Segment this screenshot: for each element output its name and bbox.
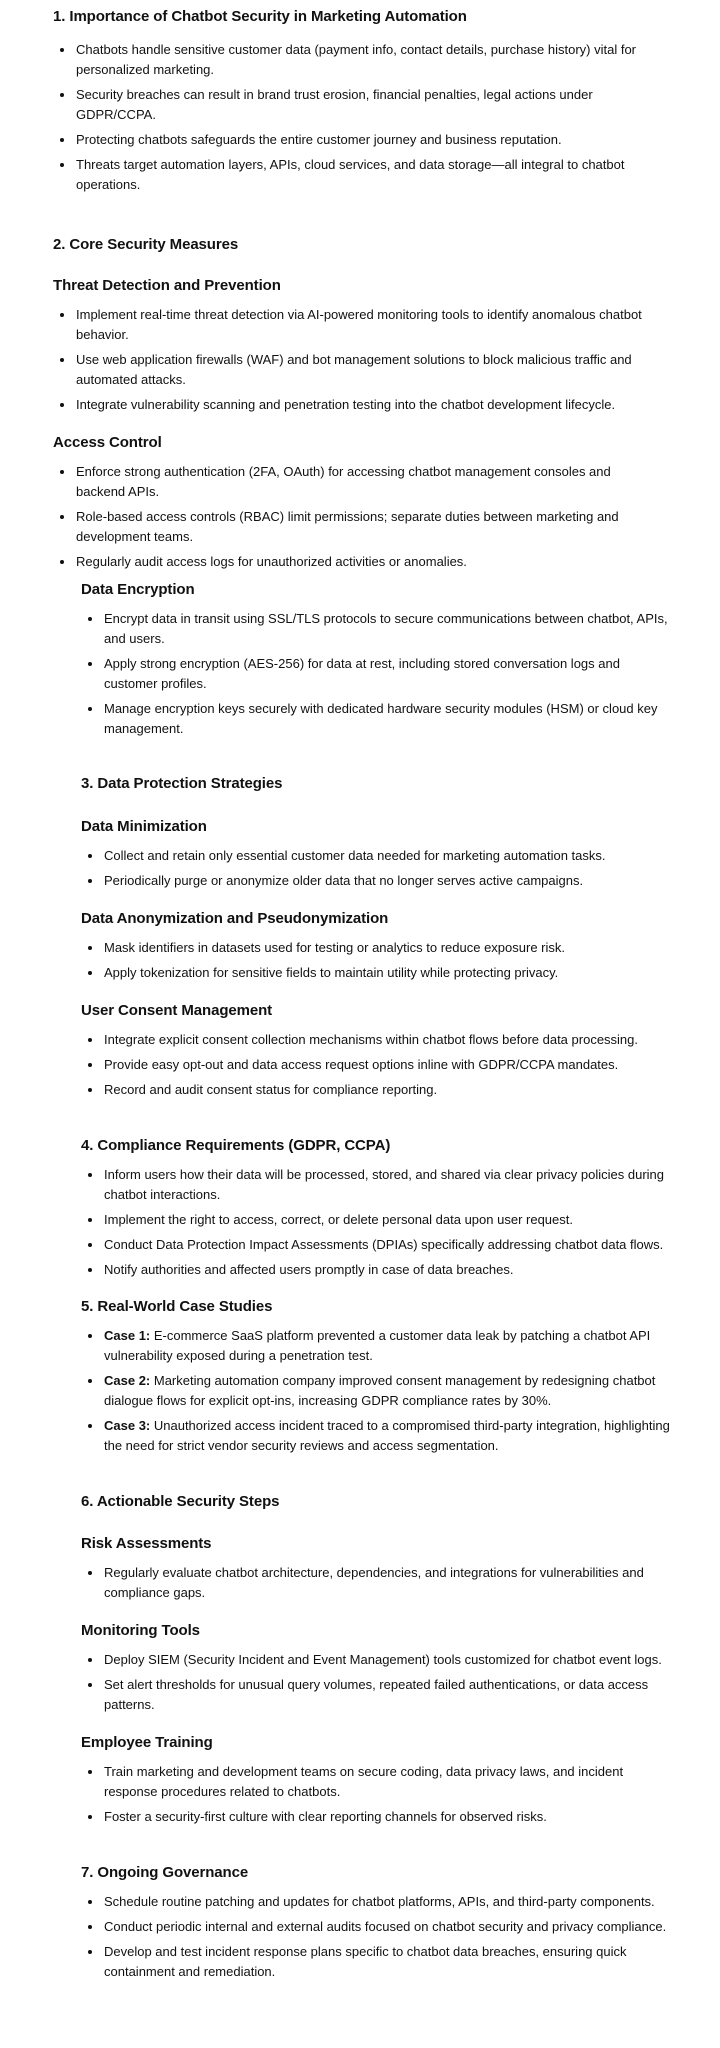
list-item: Role-based access controls (RBAC) limit permissions; separate duties between marketing and development teams. — [76, 507, 653, 547]
section-2-title: 2. Core Security Measures — [53, 236, 239, 253]
bullet-icon — [60, 358, 64, 362]
case-study-item: Case 2: Marketing automation company improved consent management by redesigning chatbot dialogue flows for explicit opt-ins, increasing GDPR compliance rates by 30%. — [104, 1371, 671, 1411]
list-item: Conduct periodic internal and external audits focused on chatbot security and privacy compliance. — [104, 1917, 671, 1937]
bullet-icon — [88, 1038, 92, 1042]
bullet-icon — [60, 163, 64, 167]
list-item: Apply strong encryption (AES-256) for data at rest, including stored conversation logs and customer profiles. — [104, 654, 671, 694]
bullet-icon — [88, 1950, 92, 1954]
list-item: Regularly audit access logs for unauthorized activities or anomalies. — [76, 552, 653, 572]
subsection-monitoring-title: Monitoring Tools — [81, 1622, 200, 1639]
bullet-icon — [60, 93, 64, 97]
bullet-icon — [88, 1770, 92, 1774]
bullet-icon — [88, 971, 92, 975]
list-item: Implement real-time threat detection via AI-powered monitoring tools to identify anomalous chatbot behavior. — [76, 305, 653, 345]
list-item: Integrate explicit consent collection mechanisms within chatbot flows before data processing. — [104, 1030, 671, 1050]
bullet-icon — [88, 1683, 92, 1687]
list-item: Manage encryption keys securely with dedicated hardware security modules (HSM) or cloud key management. — [104, 699, 671, 739]
bullet-icon — [88, 946, 92, 950]
list-item: Protecting chatbots safeguards the entire customer journey and business reputation. — [76, 130, 653, 150]
section-4-list — [81, 1165, 671, 1280]
subsection-minimization-title: Data Minimization — [81, 818, 207, 835]
section-7-list — [81, 1892, 671, 1982]
subsection-access-title: Access Control — [53, 434, 162, 451]
section-4-title: 4. Compliance Requirements (GDPR, CCPA) — [81, 1137, 391, 1154]
bullet-icon — [60, 515, 64, 519]
list-item: Record and audit consent status for compliance reporting. — [104, 1080, 671, 1100]
case-study-item: Case 3: Unauthorized access incident traced to a compromised third-party integration, highlighting the need for strict vendor security reviews and access segmentation. — [104, 1416, 671, 1456]
list-item: Apply tokenization for sensitive fields to maintain utility while protecting privacy. — [104, 963, 671, 983]
list-item: Threats target automation layers, APIs, cloud services, and data storage—all integral to chatbot operations. — [76, 155, 653, 195]
bullet-icon — [88, 707, 92, 711]
subsection-threat-title: Threat Detection and Prevention — [53, 277, 281, 294]
case-label: Case 2: — [104, 1373, 151, 1388]
list-item: Integrate vulnerability scanning and penetration testing into the chatbot development lifecycle. — [76, 395, 653, 415]
subsection-consent-list — [81, 1030, 671, 1100]
list-item: Develop and test incident response plans specific to chatbot data breaches, ensuring quick containment and remediation. — [104, 1942, 671, 1982]
bullet-icon — [88, 1218, 92, 1222]
case-study-item: Case 1: E-commerce SaaS platform prevented a customer data leak by patching a chatbot API vulnerability exposed during a penetration test. — [104, 1326, 671, 1366]
bullet-icon — [60, 470, 64, 474]
bullet-icon — [88, 617, 92, 621]
bullet-icon — [60, 403, 64, 407]
bullet-icon — [88, 1379, 92, 1383]
document-part-a — [53, 7, 653, 572]
section-5-title: 5. Real-World Case Studies — [81, 1298, 273, 1315]
section-7-title: 7. Ongoing Governance — [81, 1864, 249, 1881]
bullet-icon — [88, 854, 92, 858]
document-part-b — [81, 580, 671, 1982]
list-item: Periodically purge or anonymize older data that no longer serves active campaigns. — [104, 871, 671, 891]
list-item: Foster a security-first culture with clear reporting channels for observed risks. — [104, 1807, 671, 1827]
section-1-title: 1. Importance of Chatbot Security in Marketing Automation — [53, 8, 467, 25]
bullet-icon — [88, 1088, 92, 1092]
bullet-icon — [88, 662, 92, 666]
list-item: Inform users how their data will be processed, stored, and shared via clear privacy policies during chatbot interactions. — [104, 1165, 671, 1205]
bullet-icon — [88, 1173, 92, 1177]
bullet-icon — [88, 1424, 92, 1428]
section-3-title: 3. Data Protection Strategies — [81, 775, 283, 792]
subsection-anonymization-title: Data Anonymization and Pseudonymization — [81, 910, 389, 927]
bullet-icon — [88, 1243, 92, 1247]
list-item: Encrypt data in transit using SSL/TLS protocols to secure communications between chatbot, APIs, and users. — [104, 609, 671, 649]
bullet-icon — [88, 879, 92, 883]
subsection-encryption-title: Data Encryption — [81, 581, 195, 598]
bullet-icon — [88, 1571, 92, 1575]
subsection-threat-list — [53, 305, 653, 415]
subsection-training-list — [81, 1762, 671, 1827]
bullet-icon — [88, 1925, 92, 1929]
subsection-monitoring-list — [81, 1650, 671, 1715]
subsection-training-title: Employee Training — [81, 1734, 213, 1751]
section-1-list — [53, 40, 653, 195]
list-item: Train marketing and development teams on secure coding, data privacy laws, and incident response procedures related to chatbots. — [104, 1762, 671, 1802]
section-6-title: 6. Actionable Security Steps — [81, 1493, 280, 1510]
list-item: Set alert thresholds for unusual query volumes, repeated failed authentications, or data access patterns. — [104, 1675, 671, 1715]
bullet-icon — [88, 1658, 92, 1662]
bullet-icon — [88, 1334, 92, 1338]
list-item: Schedule routine patching and updates for chatbot platforms, APIs, and third-party components. — [104, 1892, 671, 1912]
list-item: Chatbots handle sensitive customer data (payment info, contact details, purchase history) vital for personalized marketing. — [76, 40, 653, 80]
subsection-access-list — [53, 462, 653, 572]
subsection-minimization-list — [81, 846, 671, 891]
list-item: Enforce strong authentication (2FA, OAuth) for accessing chatbot management consoles and backend APIs. — [76, 462, 653, 502]
list-item: Implement the right to access, correct, or delete personal data upon user request. — [104, 1210, 671, 1230]
subsection-encryption-list — [81, 609, 671, 739]
bullet-icon — [88, 1063, 92, 1067]
bullet-icon — [60, 313, 64, 317]
bullet-icon — [88, 1900, 92, 1904]
subsection-consent-title: User Consent Management — [81, 1002, 273, 1019]
bullet-icon — [60, 138, 64, 142]
list-item: Notify authorities and affected users promptly in case of data breaches. — [104, 1260, 671, 1280]
list-item: Mask identifiers in datasets used for testing or analytics to reduce exposure risk. — [104, 938, 671, 958]
list-item: Deploy SIEM (Security Incident and Event Management) tools customized for chatbot event logs. — [104, 1650, 671, 1670]
list-item: Regularly evaluate chatbot architecture, dependencies, and integrations for vulnerabilities and compliance gaps. — [104, 1563, 671, 1603]
bullet-icon — [88, 1815, 92, 1819]
section-5-list — [81, 1326, 671, 1456]
list-item: Conduct Data Protection Impact Assessments (DPIAs) specifically addressing chatbot data flows. — [104, 1235, 671, 1255]
list-item: Collect and retain only essential customer data needed for marketing automation tasks. — [104, 846, 671, 866]
bullet-icon — [88, 1268, 92, 1272]
list-item: Provide easy opt-out and data access request options inline with GDPR/CCPA mandates. — [104, 1055, 671, 1075]
bullet-icon — [60, 560, 64, 564]
case-label: Case 1: — [104, 1328, 151, 1343]
list-item: Use web application firewalls (WAF) and bot management solutions to block malicious traffic and automated attacks. — [76, 350, 653, 390]
bullet-icon — [60, 48, 64, 52]
subsection-anonymization-list — [81, 938, 671, 983]
case-label: Case 3: — [104, 1418, 151, 1433]
subsection-risk-list — [81, 1563, 671, 1603]
list-item: Security breaches can result in brand trust erosion, financial penalties, legal actions under GDPR/CCPA. — [76, 85, 653, 125]
subsection-risk-title: Risk Assessments — [81, 1535, 212, 1552]
